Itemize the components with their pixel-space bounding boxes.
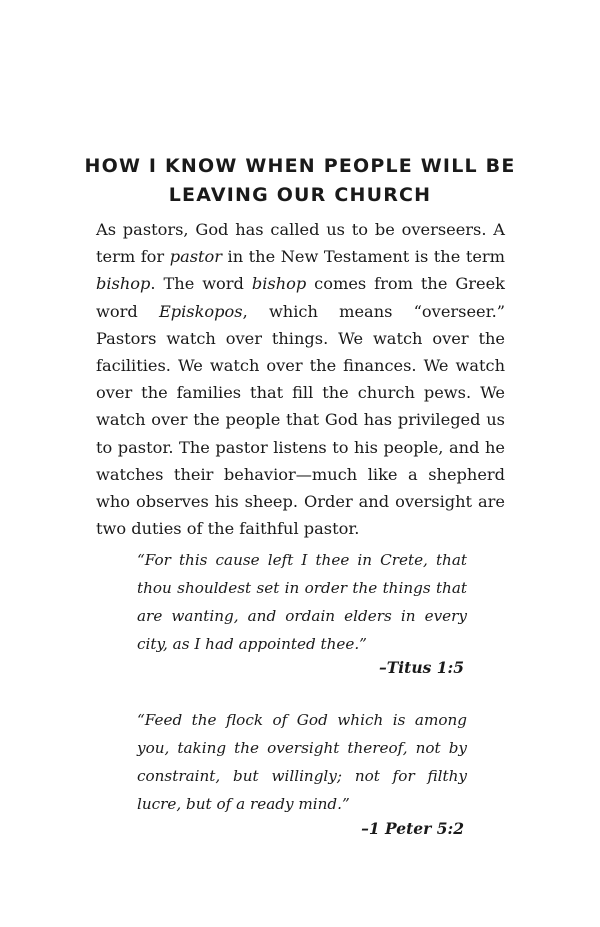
- heading-line-2: LEAVING OUR CHURCH: [168, 183, 432, 206]
- body-italic-term: Episkopos: [158, 301, 243, 321]
- body-text-segment: , which means “overseer.” Pastors watch over things. We watch over the facilities. We watch over the finances. We watch over the families that fill the church pews. We watch over the people that God has privileged us to pastor. The pastor listens to his people, and he watches their behavior—much like a shepherd who observes his sheep. Order and oversight are two duties of the faithful pastor.: [96, 301, 505, 539]
- body-text-segment: As pastors, God has called us to be overseers. A term for: [96, 220, 505, 267]
- heading-line-1: HOW I KNOW WHEN PEOPLE WILL BE: [84, 154, 516, 177]
- body-italic-term: bishop: [96, 274, 151, 294]
- scripture-citation-peter: –1 Peter 5:2: [361, 819, 464, 838]
- body-paragraph: [96, 216, 505, 542]
- chapter-heading: [80, 152, 520, 210]
- body-text-segment: comes from the Greek word: [96, 274, 505, 321]
- scripture-citation-titus: –Titus 1:5: [378, 658, 464, 677]
- body-text-segment: . The word: [150, 274, 252, 294]
- scripture-quote-peter: “Feed the flock of God which is among you, taking the oversight thereof, not by constraint, but willingly; not for filthy lucre, but of a ready mind.”: [137, 711, 467, 813]
- body-italic-term: pastor: [169, 247, 223, 267]
- scripture-quote-titus: “For this cause left I thee in Crete, that thou shouldest set in order the things that are wanting, and ordain elders in every city, as I had appointed thee.”: [137, 551, 467, 653]
- body-italic-term: bishop: [251, 274, 307, 294]
- body-text-segment: in the New Testament is the term: [222, 247, 505, 267]
